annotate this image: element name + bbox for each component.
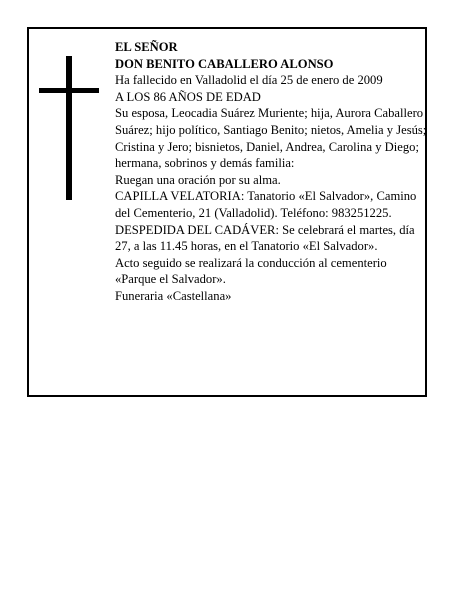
death-announcement: Ha fallecido en Valladolid el día 25 de enero de 2009 bbox=[115, 73, 383, 88]
procession-info: Acto seguido se realizará la conducción al cementerio «Parque el Salvador». bbox=[115, 255, 387, 287]
cross-horizontal-bar bbox=[39, 88, 99, 93]
notice-title: EL SEÑOR bbox=[115, 40, 178, 54]
cross-icon bbox=[39, 56, 99, 200]
deceased-name: DON BENITO CABALLERO ALONSO bbox=[115, 56, 334, 71]
age-line: A LOS 86 AÑOS DE EDAD bbox=[115, 89, 261, 104]
prayer-request: Ruegan una oración por su alma. bbox=[115, 172, 281, 187]
cross-vertical-bar bbox=[66, 56, 72, 200]
farewell-info: DESPEDIDA DEL CADÁVER: Se celebrará el martes, día 27, a las 11.45 horas, en el Tanatorio «El Salvador». bbox=[115, 222, 415, 254]
family-list: Su esposa, Leocadia Suárez Muriente; hija, Aurora Caballero Suárez; hijo político, Santiago Benito; nietos, Amelia y Jesús; Cristina y Jero; bisnietos, Daniel, Andrea, Carolina y Diego; hermana, sobrinos y demás familia: bbox=[115, 106, 427, 171]
obituary-notice bbox=[27, 27, 427, 397]
chapel-info: CAPILLA VELATORIA: Tanatorio «El Salvador», Camino del Cementerio, 21 (Valladolid). Teléfono: 983251225. bbox=[115, 189, 417, 220]
funeral-home: Funeraria «Castellana» bbox=[115, 288, 232, 303]
notice-text-block bbox=[115, 39, 427, 305]
